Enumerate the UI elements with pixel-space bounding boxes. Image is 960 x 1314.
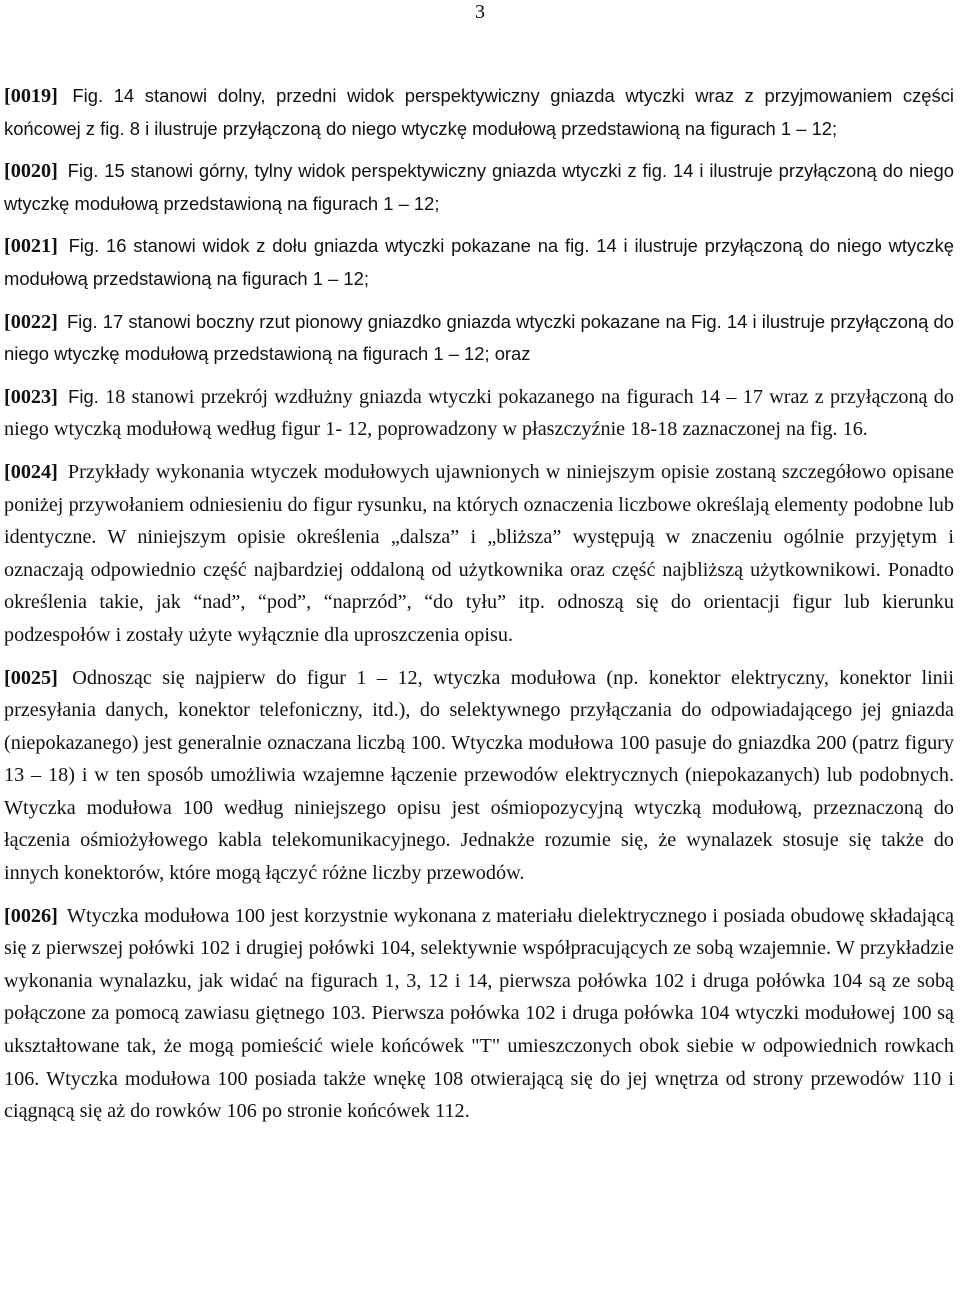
paragraph-id: [0025] [4, 666, 58, 689]
page-number: 3 [475, 1, 485, 23]
paragraph-0023 [4, 381, 954, 446]
paragraph-id: [0021] [4, 235, 58, 258]
paragraph-id: [0022] [4, 310, 58, 333]
paragraph-id: [0019] [4, 85, 58, 107]
paragraph-id: [0023] [4, 385, 58, 408]
paragraph-text: Fig. [68, 385, 106, 407]
paragraph-id: [0024] [4, 460, 58, 483]
paragraph-text: Wtyczka modułowa 100 jest korzystnie wykonana z materiału dielektrycznego i posiada obudowę składającą się z pierwszej połówki 102 i drugiej połówki 104, selektywnie współpracujących ze sobą wzajemnie. W przykładzie wykonania wynalazku, jak widać na figurach 1, 3, 12 i 14, pierwsza połówka 102 i druga połówka 104 są ze sobą połączone za pomocą zawiasu giętnego 103. Pierwsza połówka 102 i druga połówka 104 wtyczki modułowej 100 są ukształtowane tak, że mogą pomieścić wiele końcówek "T" umieszczonych obok siebie w odpowiednich rowkach 106. Wtyczka modułowa 100 posiada także wnękę 108 otwierającą się do jej wnętrza od strony przewodów 110 i ciągnącą się aż do rowków 106 po stronie końcówek 112. [4, 904, 954, 1123]
paragraph-text: Fig. 16 stanowi widok z dołu gniazda wtyczki pokazane na fig. 14 i ilustruje przyłączoną do niego wtyczkę modułową przedstawioną na figurach 1 – 12; [4, 235, 955, 289]
paragraph-id: [0026] [4, 904, 58, 927]
paragraph-0022 [4, 306, 954, 371]
paragraph-0025 [4, 662, 954, 890]
paragraph-id: [0020] [4, 160, 58, 183]
document-body [4, 80, 954, 1138]
paragraph-0020 [4, 155, 954, 220]
paragraph-text: Fig. 14 stanowi dolny, przedni widok perspektywiczny gniazda wtyczki wraz z przyjmowaniem części końcowej z fig. 8 i ilustruje przyłączoną do niego wtyczkę modułową przedstawioną na figurach 1 – 12; [4, 85, 954, 139]
paragraph-0021 [4, 230, 954, 295]
paragraph-0024 [4, 456, 954, 652]
paragraph-text: Odnosząc się najpierw do figur 1 – 12, wtyczka modułowa (np. konektor elektryczny, konektor linii przesyłania danych, konektor telefoniczny, itd.), do selektywnego przyłączania do odpowiadającego jej gniazda (niepokazanego) jest generalnie oznaczana liczbą 100. Wtyczka modułowa 100 pasuje do gniazdka 200 (patrz figury 13 – 18) i w ten sposób umożliwia wzajemne łączenie przewodów elektrycznych (niepokazanych) lub podobnych. Wtyczka modułowa 100 według niniejszego opisu jest ośmiopozycyjną wtyczką modułową, przeznaczoną do łączenia ośmiożyłowego kabla telekomunikacyjnego. Jednakże rozumie się, że wynalazek stosuje się także do innych konektorów, które mogą łączyć różne liczby przewodów. [4, 666, 954, 885]
paragraph-text: Fig. 17 stanowi boczny rzut pionowy gniazdko gniazda wtyczki pokazane na Fig. 14 i ilustruje przyłączoną do niego wtyczkę modułową przedstawioną na figurach 1 – 12; oraz [4, 310, 955, 365]
paragraph-0019 [4, 80, 954, 145]
paragraph-text: 18 stanowi przekrój wzdłużny gniazda wtyczki pokazanego na figurach 14 – 17 wraz z przyłączoną do niego wtyczką modułową według figur 1- 12, poprowadzony w płaszczyźnie 18-18 zaznaczonej na fig. 16. [4, 385, 954, 441]
paragraph-0026 [4, 900, 954, 1128]
paragraph-text: Fig. 15 stanowi górny, tylny widok perspektywiczny gniazda wtyczki z fig. 14 i ilustruje przyłączoną do niego wtyczkę modułową przedstawioną na figurach 1 – 12; [4, 160, 954, 214]
paragraph-text: Przykłady wykonania wtyczek modułowych ujawnionych w niniejszym opisie zostaną szczegółowo opisane poniżej przywołaniem odniesieniu do figur rysunku, na których oznaczenia liczbowe określają elementy podobne lub identyczne. W niniejszym opisie określenia „dalsza” i „bliższa” występują w znaczeniu ogólnie przyjętym i oznaczają odpowiednio część najbardziej oddaloną od użytkownika oraz część najbliższą użytkownikowi. Ponadto określenia takie, jak “nad”, “pod”, “naprzód”, “do tyłu” itp. odnoszą się do orientacji figur lub kierunku podzespołów i zostały użyte wyłącznie dla uproszczenia opisu. [4, 460, 954, 646]
